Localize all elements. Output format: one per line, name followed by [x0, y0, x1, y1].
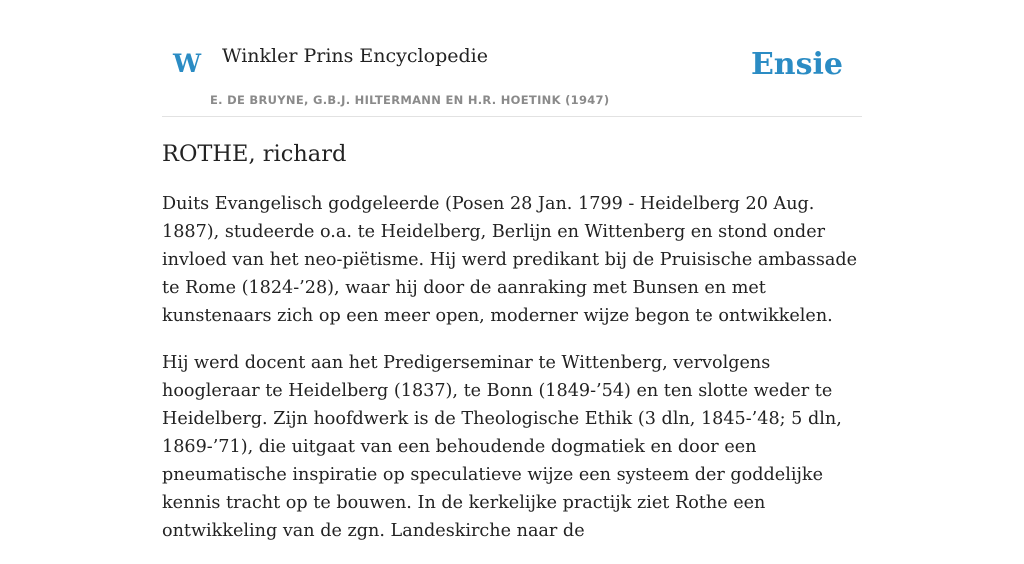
site-header — [162, 0, 862, 117]
book-authors: E. DE BRUYNE, G.B.J. HILTERMANN EN H.R. HOETINK (1947) — [210, 93, 610, 107]
brand-logo[interactable]: Ensie — [750, 47, 843, 82]
article-title: ROTHE, richard — [162, 141, 347, 167]
article — [162, 138, 862, 564]
encyclopedia-logo[interactable]: W — [173, 49, 202, 78]
article-paragraph: Hij werd docent aan het Predigerseminar te Wittenberg, vervolgens hoogleraar te Heidelberg (1837), te Bonn (1849-’54) en ten slotte weder te Heidelberg. Zijn hoofdwerk is de Theologische Ethik (3 dln, 1845-’48; 5 dln, 1869-’71), die uitgaat van een behoudende dogmatiek en door een pneumatische inspiratie op speculatieve wijze een systeem der goddelijke kennis tracht op te bouwen. In de kerkelijke practijk ziet Rothe een ontwikkeling van de zgn. Landeskirche naar de — [162, 353, 842, 541]
book-title[interactable]: Winkler Prins Encyclopedie — [222, 45, 488, 67]
article-paragraph: Duits Evangelisch godgeleerde (Posen 28 Jan. 1799 - Heidelberg 20 Aug. 1887), studeerde o.a. te Heidelberg, Berlijn en Wittenberg en stond onder invloed van het neo-piëtisme. Hij werd predikant bij de Pruisische ambassade te Rome (1824-’28), waar hij door de aanraking met Bunsen en met kunstenaars zich op een meer open, moderner wijze begon te ontwikkelen. — [162, 194, 858, 326]
